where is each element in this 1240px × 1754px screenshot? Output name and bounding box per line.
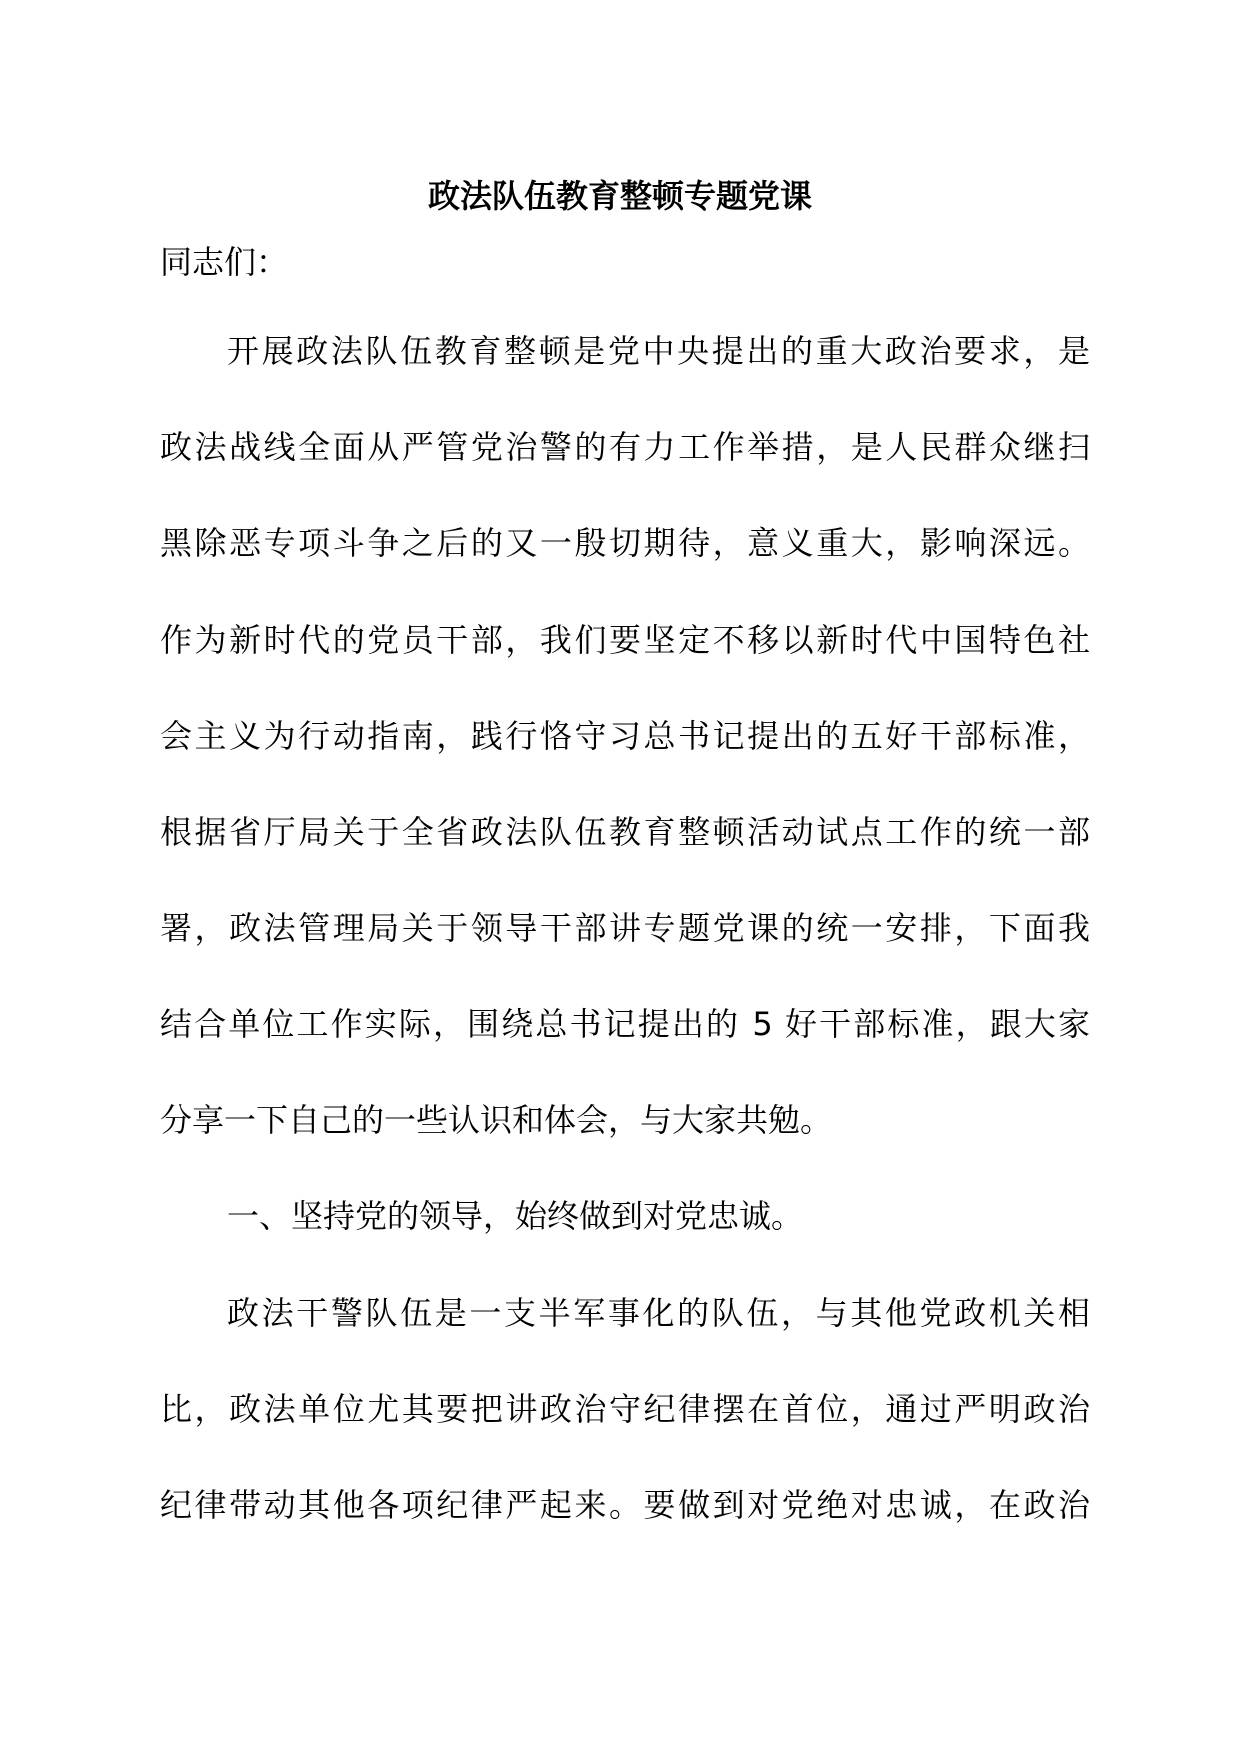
paragraph-line: 作为新时代的党员干部，我们要坚定不移以新时代中国特色社: [160, 621, 1090, 659]
paragraph-line: 纪律带动其他各项纪律严起来。要做到对党绝对忠诚，在政治: [160, 1486, 1090, 1524]
section-heading: 一、坚持党的领导，始终做到对党忠诚。: [227, 1197, 804, 1235]
paragraph-line: 分享一下自己的一些认识和体会，与大家共勉。: [160, 1101, 833, 1139]
paragraph-line: 结合单位工作实际，围绕总书记提出的 5 好干部标准，跟大家: [160, 1005, 1090, 1043]
paragraph-line: 政法干警队伍是一支半军事化的队伍，与其他党政机关相: [227, 1294, 1090, 1332]
document-title: 政法队伍教育整顿专题党课: [427, 177, 812, 215]
paragraph-line: 比，政法单位尤其要把讲政治守纪律摆在首位，通过严明政治: [160, 1390, 1090, 1428]
salutation: 同志们：: [160, 243, 289, 281]
paragraph-line: 开展政法队伍教育整顿是党中央提出的重大政治要求，是: [227, 332, 1090, 370]
paragraph-line: 会主义为行动指南，践行恪守习总书记提出的五好干部标准，: [160, 717, 1090, 755]
paragraph-line: 署，政法管理局关于领导干部讲专题党课的统一安排，下面我: [160, 909, 1090, 947]
paragraph-line: 根据省厅局关于全省政法队伍教育整顿活动试点工作的统一部: [160, 813, 1090, 851]
paragraph-line: 政法战线全面从严管党治警的有力工作举措，是人民群众继扫: [160, 428, 1090, 466]
paragraph-line: 黑除恶专项斗争之后的又一殷切期待，意义重大，影响深远。: [160, 524, 1090, 562]
